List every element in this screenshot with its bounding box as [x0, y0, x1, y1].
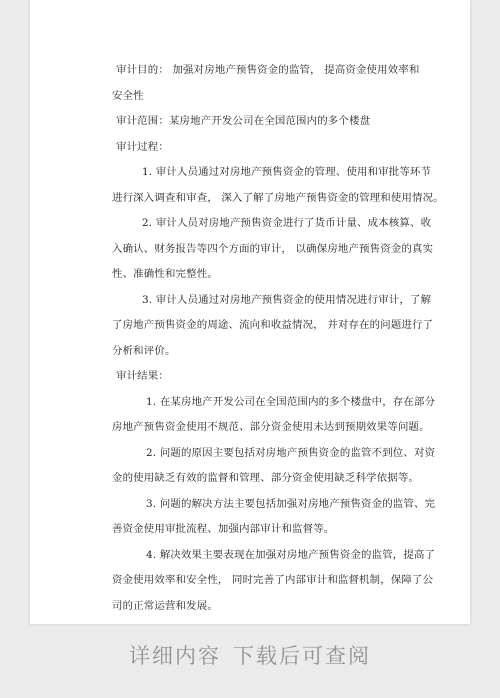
- purpose-line-1: 审计目的： 加强对房地产预售资金的监管， 提高资金使用效率和: [116, 64, 420, 76]
- process-item-2-line-2: 入确认、财务报告等四个方面的审计， 以确保房地产预售资金的真实: [112, 242, 434, 255]
- process-title: 审计过程：: [116, 140, 169, 153]
- download-prompt[interactable]: [0, 640, 500, 670]
- process-item-2-line-3: 性、准确性和完整性。: [112, 268, 218, 280]
- purpose-line-2: 安全性: [112, 89, 144, 102]
- result-item-4-line-1: 4. 解决效果主要表现在加强对房地产预售资金的监管，提高了: [146, 548, 436, 561]
- process-item-3-line-2: 了房地产预售资金的周途、流向和收益情况， 并对存在的问题进行了: [112, 319, 434, 331]
- process-item-3-line-1: 3. 审计人员通过对房地产预售资金的使用情况进行审计，了解: [142, 293, 432, 306]
- result-item-4-line-3: 司的正常运营和发展。: [112, 599, 218, 612]
- footer-right-text: 下载后可查阅: [233, 644, 371, 668]
- process-item-1-line-1: 1. 审计人员通过对房地产预售资金的管理、使用和审批等环节: [142, 166, 432, 178]
- result-item-1-line-1: 1. 在某房地产开发公司在全国范围内的多个楼盘中，存在部分: [146, 395, 436, 408]
- process-item-2-line-1: 2. 审计人员对房地产预售资金进行了货币计量、成本核算、收: [142, 217, 432, 229]
- document-body: [112, 58, 444, 619]
- result-item-2-line-2: 金的使用缺乏有效的监督和管理、部分资金使用缺乏科学依据等。: [112, 472, 420, 484]
- result-item-1-line-2: 房地产预售资金使用不规范、部分资金使用未达到预期效果等问题。: [112, 421, 430, 433]
- process-item-3-line-3: 分析和评价。: [112, 344, 176, 357]
- result-item-4-line-2: 资金使用效率和安全性， 同时完善了内部审计和监督机制，保障了公: [112, 574, 434, 586]
- result-item-2-line-1: 2. 问题的原因主要包括对房地产预售资金的监管不到位、对资: [146, 446, 436, 459]
- result-item-3-line-2: 善资金使用审批流程、加强内部审计和监督等。: [112, 523, 335, 535]
- document-page: [30, 0, 470, 624]
- process-item-1-line-2: 进行深入调查和审查， 深入了解了房地产预售资金的管理和使用情况。: [112, 191, 444, 204]
- results-title: 审计结果：: [116, 370, 169, 382]
- result-item-3-line-1: 3. 问题的解决方法主要包括加强对房地产预售资金的监管、完: [146, 497, 436, 510]
- footer-left-text: 详细内容: [129, 644, 221, 668]
- scope-line: 审计范围：某房地产开发公司在全国范围内的多个楼盘: [116, 115, 371, 127]
